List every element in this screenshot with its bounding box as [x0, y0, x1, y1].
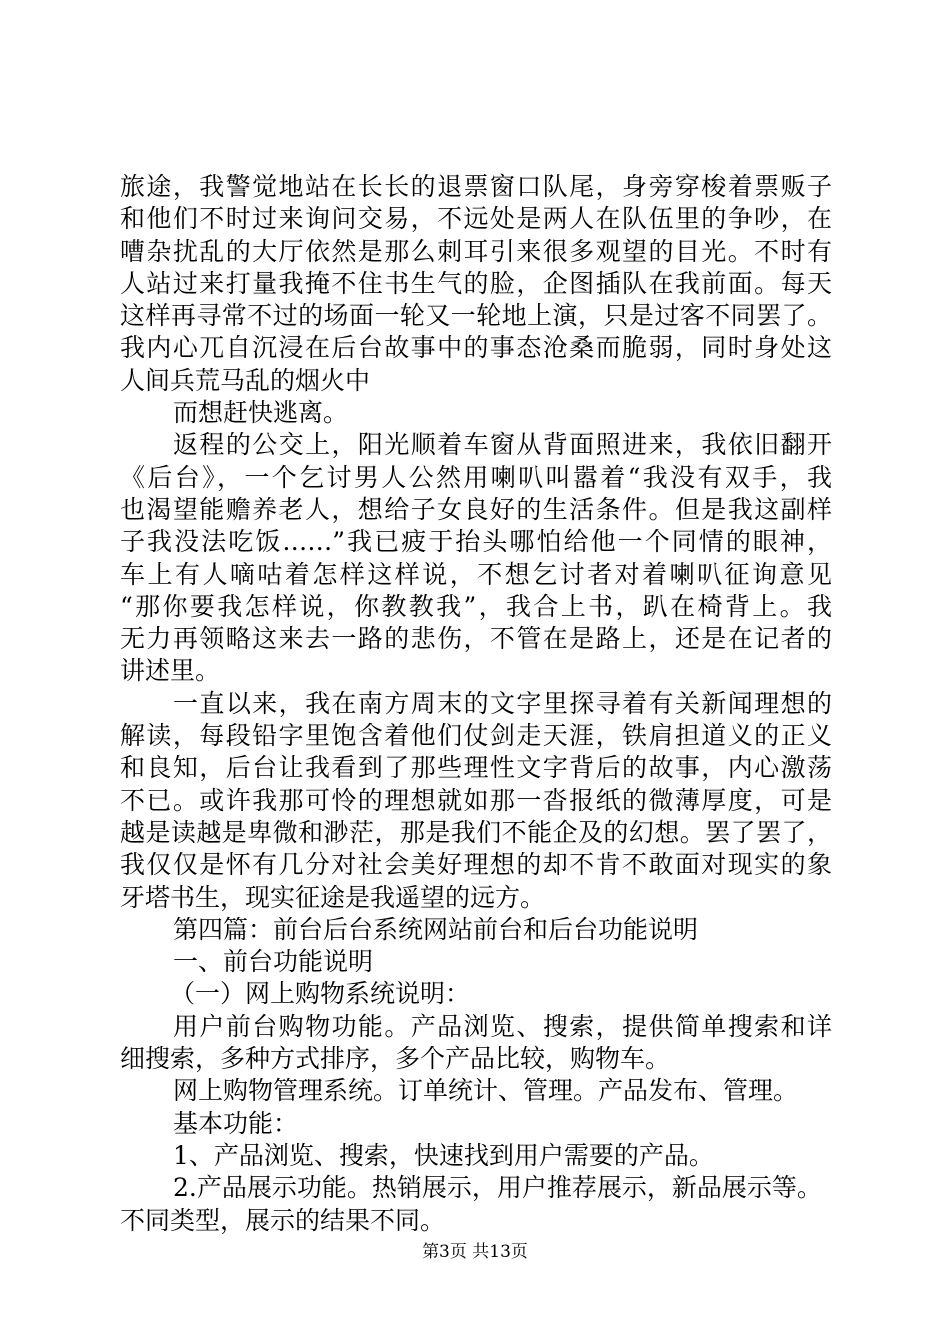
text-line: 基本功能：: [173, 1108, 299, 1138]
text-line: 这样再寻常不过的场面一轮又一轮地上演，只是过客不同罢了。: [120, 301, 832, 331]
text-line: “那你要我怎样说，你教教我”，我合上书，趴在椅背上。我: [120, 591, 832, 621]
list-item: 1、产品浏览、搜索，快速找到用户需要的产品。: [173, 1140, 714, 1170]
text-line: 无力再领略这来去一路的悲伤，不管在是路上，还是在记者的: [120, 624, 832, 654]
text-line: 讲述里。: [120, 656, 221, 686]
text-line: 不同类型，展示的结果不同。: [120, 1205, 446, 1235]
text-line: 和他们不时过来询问交易，不远处是两人在队伍里的争吵，在: [120, 204, 832, 234]
text-line: 也渴望能赡养老人，想给子女良好的生活条件。但是我这副样: [120, 494, 832, 524]
text-line: 子我没法吃饭……”我已疲于抬头哪怕给他一个同情的眼神，: [120, 527, 832, 557]
text-line: 《后台》，一个乞讨男人公然用喇叭叫嚣着“我没有双手，我: [120, 462, 832, 492]
text-line: 返程的公交上，阳光顺着车窗从背面照进来，我依旧翻开: [173, 430, 832, 460]
text-line: 嘈杂扰乱的大厅依然是那么刺耳引来很多观望的目光。不时有: [120, 236, 832, 266]
text-line: 牙塔书生，现实征途是我遥望的远方。: [120, 882, 546, 912]
text-line: 网上购物管理系统。订单统计、管理。产品发布、管理。: [173, 1076, 799, 1106]
text-line: 解读，每段铅字里饱含着他们仗剑走天涯，铁肩担道义的正义: [120, 721, 832, 751]
text-line: 我内心兀自沉浸在后台故事中的事态沧桑而脆弱，同时身处这: [120, 333, 832, 363]
subsection-heading: 一、前台功能说明: [173, 947, 374, 977]
text-line: 车上有人嘀咕着怎样这样说，不想乞讨者对着喇叭征询意见: [120, 559, 832, 589]
text-line: 一直以来，我在南方周末的文字里探寻着有关新闻理想的: [173, 688, 832, 718]
section-heading: 第四篇：前台后台系统网站前台和后台功能说明: [173, 914, 699, 944]
subsection-heading: （一）网上购物系统说明：: [170, 979, 471, 1009]
text-line: 不已。或许我那可怜的理想就如那一沓报纸的微薄厚度，可是: [120, 785, 832, 815]
text-line: 旅途，我警觉地站在长长的退票窗口队尾，身旁穿梭着票贩子: [120, 172, 832, 201]
text-line: 用户前台购物功能。产品浏览、搜索，提供简单搜索和详: [173, 1011, 832, 1041]
text-line: 越是读越是卑微和渺茫，那是我们不能企及的幻想。罢了罢了，: [120, 817, 832, 847]
text-line: 我仅仅是怀有几分对社会美好理想的却不肯不敢面对现实的象: [120, 850, 832, 880]
document-body: [120, 171, 832, 1237]
page-number: 第3页 共13页: [422, 1242, 528, 1262]
text-line: 而想赶快逃离。: [173, 398, 349, 428]
list-item: 2.产品展示功能。热销展示，用户推荐展示，新品展示等。: [173, 1173, 822, 1203]
text-line: 人间兵荒马乱的烟火中: [120, 365, 371, 395]
text-line: 和良知，后台让我看到了那些理性文字背后的故事，内心激荡: [120, 753, 832, 783]
text-line: 细搜索，多种方式排序，多个产品比较，购物车。: [120, 1044, 671, 1074]
text-line: 人站过来打量我掩不住书生气的脸，企图插队在我前面。每天: [120, 268, 832, 298]
